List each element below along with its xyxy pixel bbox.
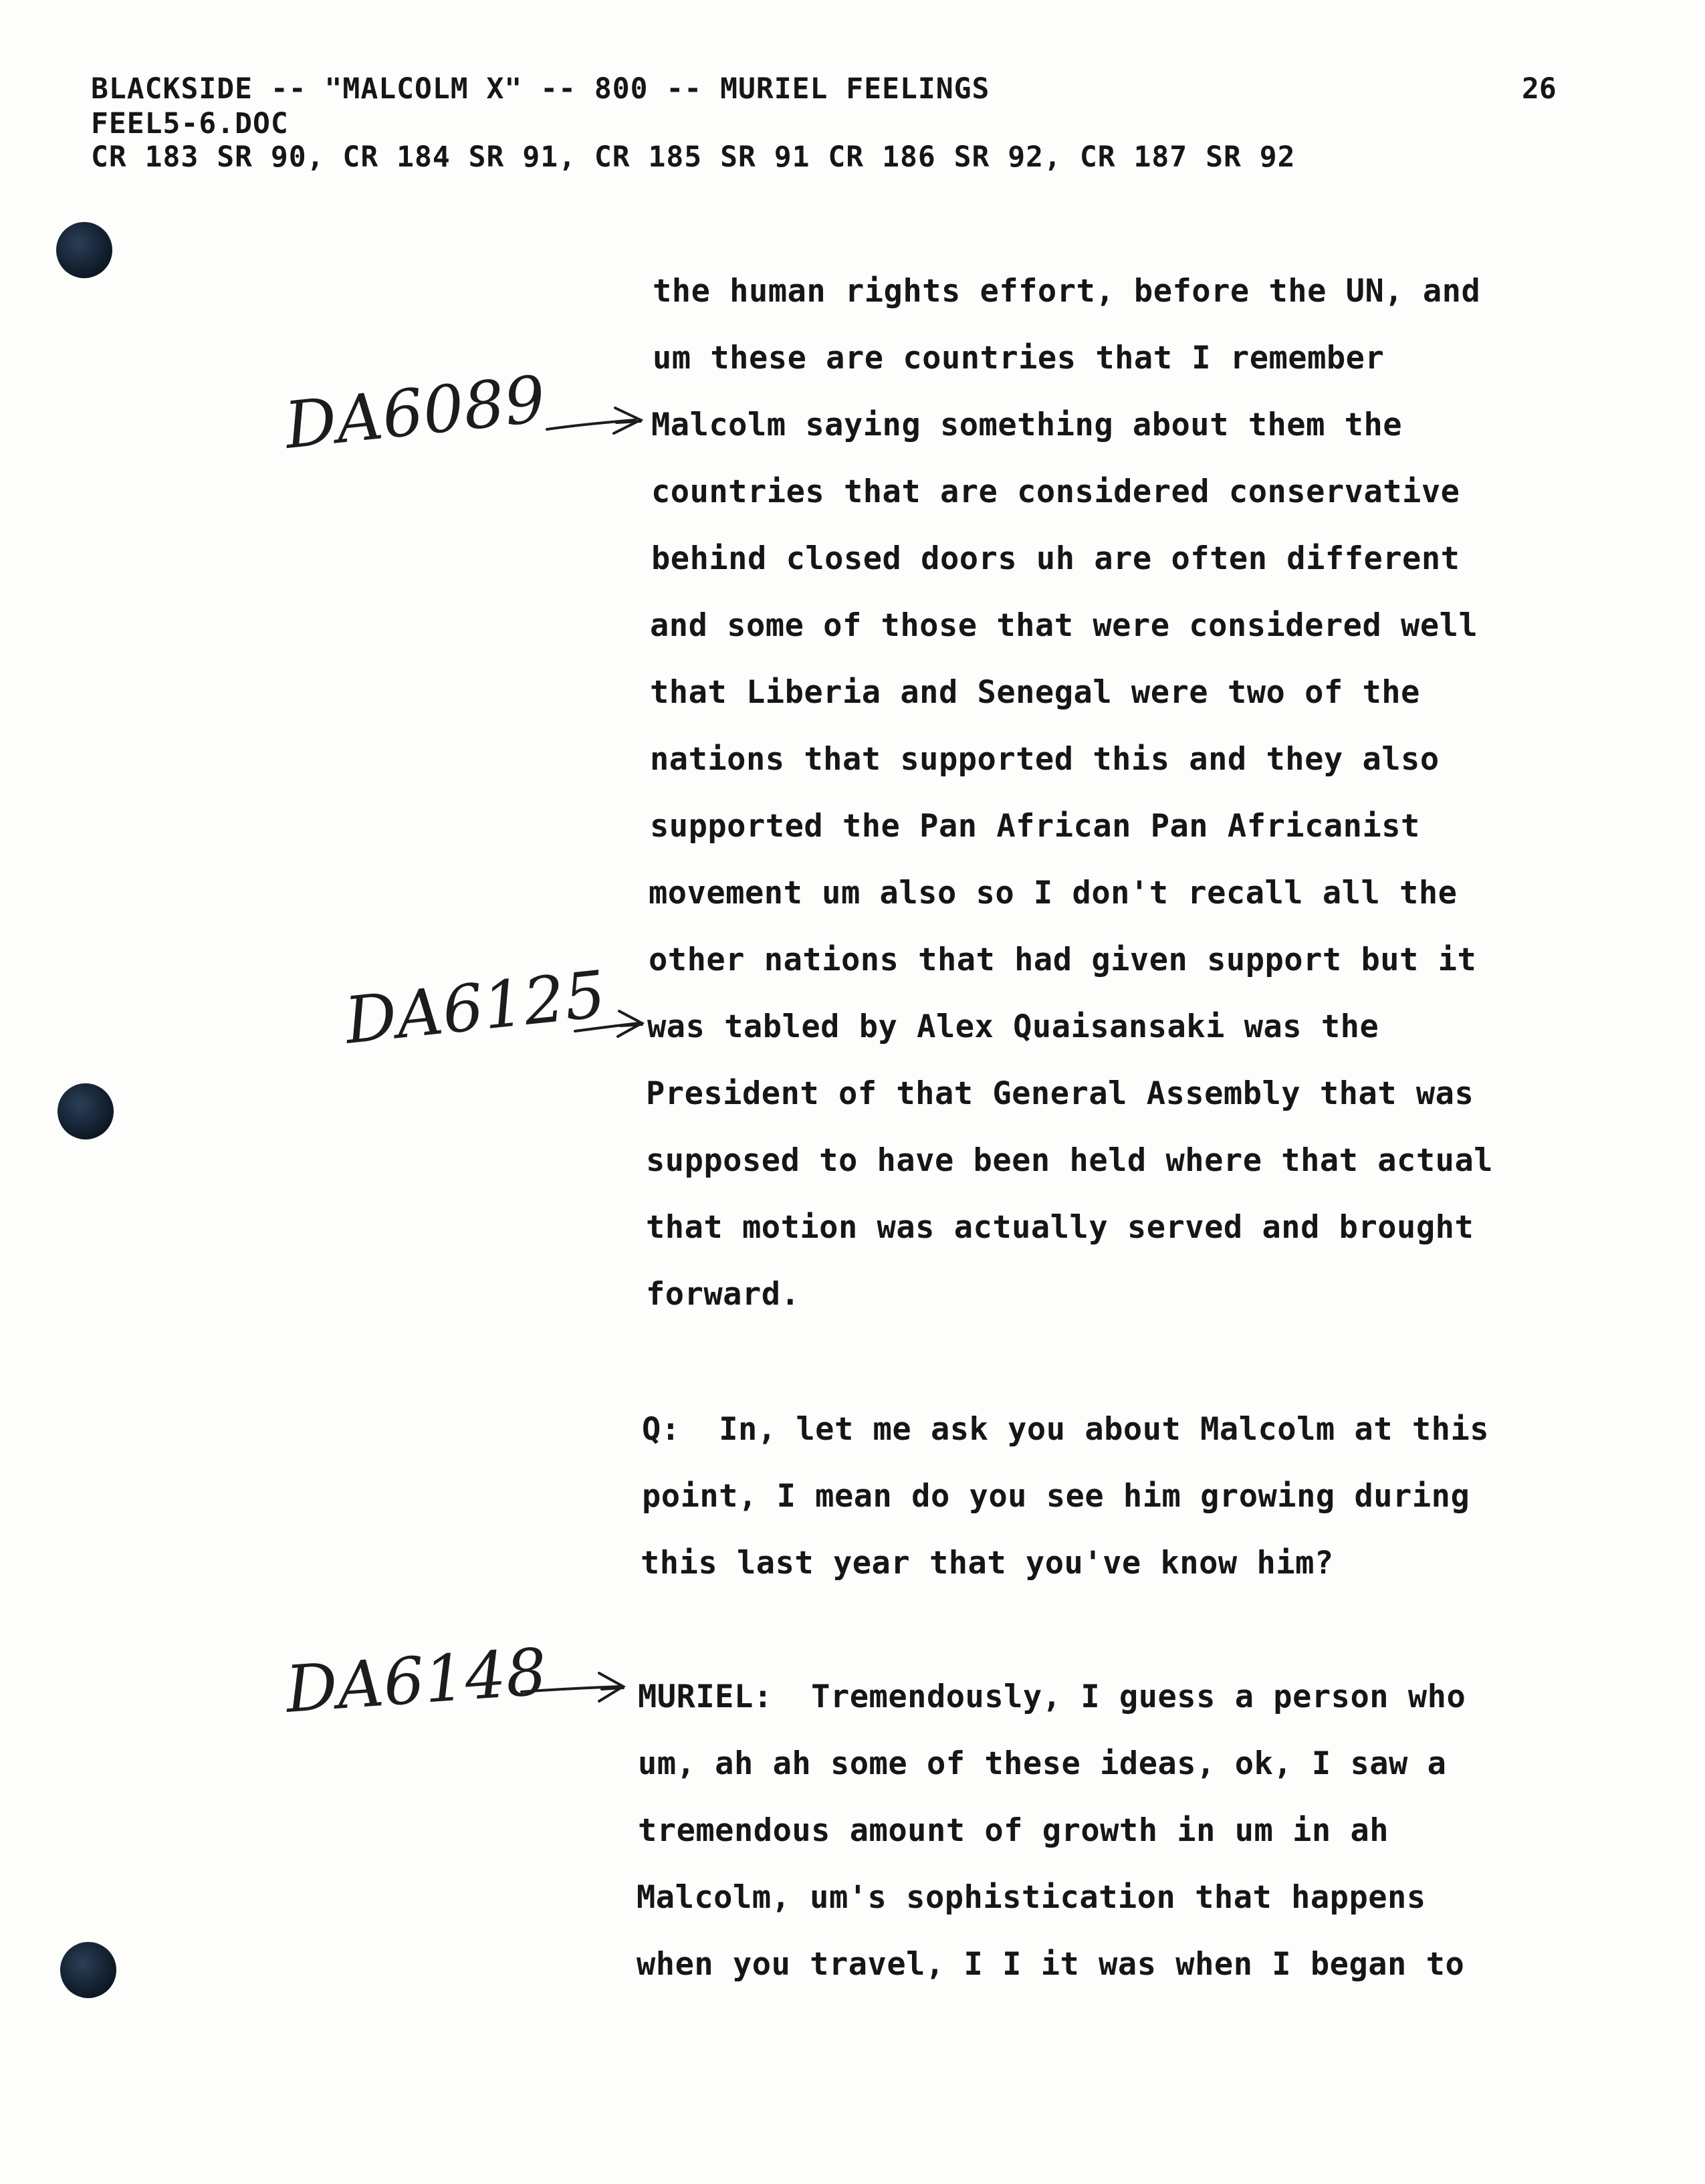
transcript-line: countries that are considered conservative	[651, 473, 1460, 510]
transcript-line: movement um also so I don't recall all the	[649, 875, 1458, 911]
answer-speaker-label: MURIEL:	[638, 1678, 773, 1715]
binder-hole-bottom	[60, 1942, 116, 1998]
transcript-line: President of that General Assembly that was	[646, 1075, 1474, 1112]
header-filename: FEEL5-6.DOC	[91, 107, 289, 140]
handwritten-note-da6125	[341, 956, 649, 1063]
handwritten-annotation	[341, 956, 649, 1063]
question-text: In, let me ask you about Malcolm at this	[719, 1411, 1490, 1448]
transcript-line: behind closed doors uh are often different	[651, 540, 1460, 577]
transcript-line: the human rights effort, before the UN, and	[653, 273, 1481, 310]
transcript-line: that Liberia and Senegal were two of the	[650, 674, 1420, 711]
handwritten-annotation	[283, 1634, 635, 1732]
transcript-line: other nations that had given support but it	[649, 942, 1477, 978]
transcript-line: um these are countries that I remember	[653, 340, 1385, 376]
answer-line: Malcolm, um's sophistication that happens	[637, 1879, 1426, 1916]
answer-line: tremendous amount of growth in um in ah	[638, 1812, 1389, 1849]
transcript-line: forward.	[646, 1276, 800, 1313]
question-line: point, I mean do you see him growing during	[642, 1478, 1470, 1515]
question-label: Q:	[642, 1411, 681, 1448]
transcript-line: that motion was actually served and brought	[646, 1209, 1474, 1246]
transcript-line: and some of those that were considered well	[650, 607, 1478, 644]
header-title: BLACKSIDE -- "MALCOLM X" -- 800 -- MURIEL FEELINGS	[91, 72, 990, 106]
answer-text: Tremendously, I guess a person who	[811, 1678, 1466, 1715]
header-roll-codes: CR 183 SR 90, CR 184 SR 91, CR 185 SR 91 CR 186 SR 92, CR 187 SR 92	[91, 140, 1296, 174]
answer-line	[638, 1678, 1466, 1715]
page-number: 26	[1522, 72, 1557, 106]
arrow-icon	[547, 408, 641, 433]
binder-hole-middle	[58, 1083, 114, 1139]
question-line	[642, 1411, 1489, 1448]
transcript-line: supported the Pan African Pan Africanist	[650, 808, 1420, 845]
answer-line: when you travel, I I it was when I began to	[637, 1946, 1465, 1983]
handwritten-note-da6089	[281, 361, 649, 468]
handwritten-note-text: DA6089	[281, 361, 549, 463]
transcript-line: nations that supported this and they also	[650, 741, 1440, 778]
handwritten-note-text: DA6125	[341, 956, 609, 1059]
binder-hole-top	[56, 222, 112, 278]
answer-line: um, ah ah some of these ideas, ok, I saw a	[638, 1745, 1447, 1782]
transcript-line: supposed to have been held where that actual	[646, 1142, 1494, 1179]
handwritten-note-text: DA6148	[283, 1634, 550, 1727]
handwritten-annotation	[281, 361, 649, 468]
question-line: this last year that you've know him?	[641, 1545, 1334, 1581]
handwritten-note-da6148	[283, 1634, 635, 1732]
transcript-line: was tabled by Alex Quaisansaki was the	[647, 1008, 1379, 1045]
transcript-line: Malcolm saying something about them the	[651, 407, 1403, 443]
